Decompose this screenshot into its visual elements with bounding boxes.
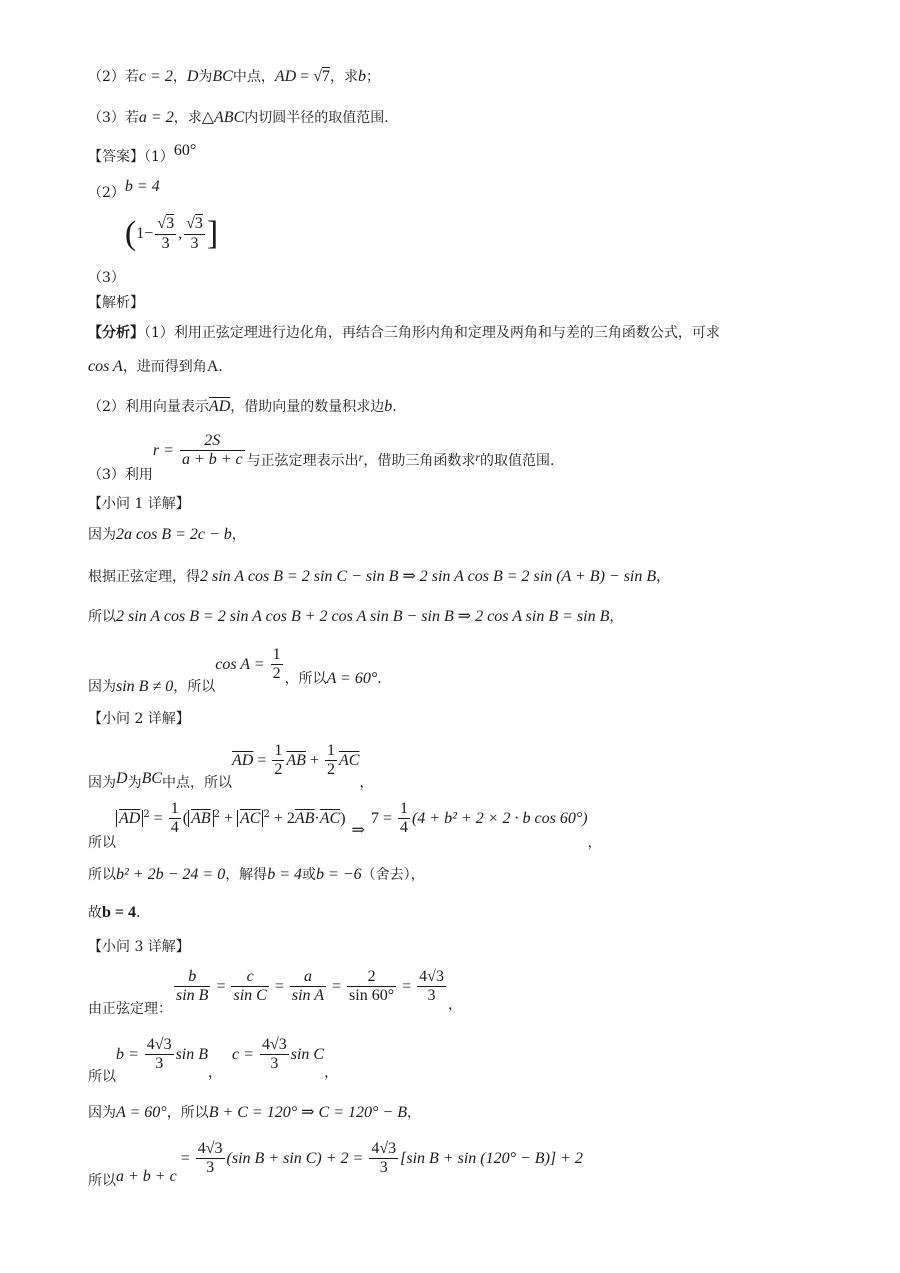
q2-sqrt7-val: 7 [321,68,330,85]
s2-abs-ab-vec: $\overline{AB}$ [191,809,211,827]
s3-l4-frac-1-num: 4√3 [197,1140,223,1157]
s1-line-2 [88,566,670,586]
q2-t1: 为 [198,69,213,85]
s2-l3-b: ，解得 [225,867,268,883]
s3-l3-a60: A = 60° [116,1104,167,1121]
s2-quarter-2-den: 4 [399,819,408,837]
s1-l4-frac [271,646,283,684]
s3-l3-end: ， [406,1105,421,1121]
s2-l1-eq: = [253,751,271,769]
s2-sq-2: 2 [213,809,220,821]
s2-l2-rparen: ) [340,809,346,827]
s3-line-1 [88,968,462,1017]
analysis-3-r: r [358,449,364,464]
s3-frac-2-num: 2 [367,968,376,985]
analysis-2-dot: . [392,399,397,415]
s2-abs-ac-vec: $\overline{AC}$ [240,809,261,827]
s2-l3-a: 所以 [88,867,116,883]
analysis-line-2 [88,396,397,416]
s2-l3-d: （舍去）， [361,867,425,883]
s1-head: 【小问 1 详解】 [88,496,190,512]
q2-label: （2）若 [88,69,139,85]
s3-eq-4: = [398,977,416,995]
q2-sqrt7 [313,67,330,85]
s1-l4-den: 2 [272,665,281,683]
s2-l2-right: 7 = [370,809,396,827]
s2-l2-eq: = [149,809,167,827]
question-3 [88,107,389,127]
s1-l4-d: ，所以 [284,670,327,687]
q2-end: ； [365,69,380,85]
s1-l2-end: ， [656,569,671,585]
s2-line-1 [88,742,374,791]
s3-frac-a-den: sin A [291,987,325,1005]
s3-eq-1: = [212,977,230,995]
s3-l2-a: 所以 [88,1068,116,1085]
analysis-line-1 [88,322,720,342]
s2-line-2 [88,800,602,851]
s3-l4-frac-1 [196,1140,225,1178]
s3-frac-k-den: 3 [417,986,446,1005]
s3-l1-end: ， [447,996,462,1013]
analysis-3-text-c: ，借助三角函数求 [363,452,476,469]
s2-l4-a: 故 [88,905,102,921]
s1-l3-a: 所以 [88,609,116,625]
q2-c-eq: c = 2 [138,68,173,85]
s1-l1-math: 2a cos B = 2c − b [116,526,232,543]
analysis-r-eq: r = [152,441,178,459]
s2-quarter-2-num: 1 [399,800,408,817]
s3-l1-a: 由正弦定理： [88,1000,172,1017]
s1-l4-end: . [377,670,382,687]
analysis-r-den: a + b + c [181,451,243,469]
s3-l4-frac-2-num: 4√3 [371,1140,397,1157]
s3-frac-a [290,968,326,1006]
s2-l4-result: b = 4 [102,904,137,921]
analysis-3-text-b: 与正弦定理表示出 [246,452,359,469]
s3-l4-frac-2 [369,1140,398,1178]
s2-half-1-den: 2 [274,761,283,779]
q2-t2: 中点， [232,69,275,85]
analysis-2-b: b [384,398,393,415]
q2-d: D [186,68,199,85]
s3-frac-c-num: c [246,968,254,985]
s3-line-4 [88,1140,583,1189]
analysis-3-text: （3）利用 [88,466,153,483]
s1-l4-a60: A = 60° [326,669,378,687]
answer-3-comma: , [178,225,183,242]
q3-triangle: △ABC [201,109,245,126]
q3-a-eq: a = 2 [138,109,174,126]
s2-l2-a: 所以 [88,834,116,851]
s2-abs-ad [116,810,143,827]
answer-2-label: （2） [88,185,125,201]
s3-l4-part-1: (sin B + sin C) + 2 = [226,1149,368,1167]
s1-l4-sinb: sin B ≠ 0 [116,677,174,695]
s3-l4-frac-2-den: 3 [369,1158,398,1177]
s2-half-1-num: 1 [274,742,283,759]
analysis-2-text-b: ，借助向量的数量积求边 [230,399,385,415]
q3-t1: ，求 [173,110,202,126]
s2-line-3 [88,864,425,884]
answer-3-right-bracket: ] [206,215,219,252]
s3-line-2 [88,1036,339,1085]
s2-sq-3: 2 [263,809,270,821]
s2-l2-mid: + 2 [269,809,295,827]
s2-half-2 [325,742,337,780]
s2-vec-ab: $\overline{AB}$ [286,751,306,769]
answer-1-value: 60° [173,142,197,159]
answer-3-left-paren: ( [124,215,137,252]
s2-l2-arrow: ⇒ [351,821,365,839]
s2-l1-d: D [116,769,128,787]
s3-eq-2: = [270,977,288,995]
q3-t2: 内切圆半径的取值范围. [244,110,389,126]
s3-frac-2 [347,968,396,1006]
s3-frac-k-num: 4√3 [419,968,444,985]
s3-l4-frac-1-den: 3 [196,1158,225,1177]
analysis-fenxi: 【分析】 [88,325,144,341]
s2-half-2-den: 2 [326,761,335,779]
s2-l1-bc: BC [141,769,163,787]
analysis-angle-a: A [206,358,219,375]
s3-frac-b-num: b [188,968,197,985]
answer-3-frac2-num [184,215,205,233]
s3-l4-eq: = [176,1149,194,1167]
s1-l4-a: 因为 [88,678,116,695]
s1-l1-end: ， [231,527,246,543]
s2-abs-ac [237,810,263,827]
answer-3-frac2-num-val: 3 [194,215,203,233]
s2-vec-ac: $\overline{AC}$ [338,751,360,769]
s3-l2-sinc: sin C [290,1045,325,1063]
answer-3-frac1-num [155,215,176,233]
analysis-r-frac [180,432,245,470]
answer-head: 【答案】（1） [88,149,174,165]
s1-l1-a: 因为 [88,527,116,543]
s3-l2-sinb: sin B [175,1045,209,1063]
s3-l2-b: b = [116,1045,143,1063]
s2-l4-end: . [136,905,141,921]
s2-quarter-2 [398,800,410,838]
answer-2 [88,178,160,202]
answer-1 [88,142,197,166]
s3-frac-2-den: sin 60° [349,987,395,1005]
s2-abs-ab [188,810,214,827]
q2-eq: = [296,68,314,85]
s3-frac-a-num: a [303,968,312,985]
s3-l2-frac-2-den: 3 [260,1054,289,1073]
s3-frac-c-den: sin C [233,987,267,1005]
s3-l3-a: 因为 [88,1105,116,1121]
s2-l2-ab: $\overline{AB}$ [294,809,315,827]
s3-l2-frac-1 [145,1036,174,1074]
question-2 [88,66,380,86]
s2-line-4 [88,902,140,922]
s2-half-1 [272,742,284,780]
s3-frac-b-den: sin B [176,987,209,1005]
q3-label: （3）若 [88,110,139,126]
s3-l4-part-2: [sin B + sin (120° − B)] + 2 [400,1149,583,1167]
q2-sep: ， [172,69,187,85]
answer-3-frac2-den: 3 [184,234,205,253]
answer-3-frac1-num-val: 3 [166,215,175,233]
s3-l2-frac-1-den: 3 [145,1054,174,1073]
analysis-2-text: （2）利用向量表示 [88,399,209,415]
q2-b: b [357,68,366,85]
s1-line-1 [88,524,246,544]
s2-l2-dot: · [314,809,320,827]
s3-l2-comma-1: ， [208,1064,223,1081]
s2-l1-end: ， [359,774,374,791]
analysis-cosa: cos A [88,358,123,375]
s3-l2-c: c = [232,1045,258,1063]
s2-l2-end: ， [587,834,602,851]
s3-l3-math: B + C = 120° ⇒ C = 120° − B [208,1104,407,1121]
s1-line-3 [88,606,623,626]
s2-sq-1: 2 [143,809,150,821]
s3-line-3 [88,1102,421,1122]
s3-eq-3: = [328,977,346,995]
s3-l4-sum: a + b + c [116,1167,177,1185]
q2-ad: AD [274,68,297,85]
answer-3-label: （3） [88,270,125,286]
s1-l3-end: ， [609,609,624,625]
answer-3-one: 1− [136,225,154,242]
answer-3-frac1-den: 3 [155,234,176,253]
s2-quarter-1-den: 4 [170,819,179,837]
analysis-head: 【解析】 [88,295,144,311]
analysis-3-r2: r [475,449,480,464]
s2-l3-c: 或 [301,867,316,883]
s2-l2-lparen: ( [182,809,189,827]
s3-frac-b [174,968,210,1006]
s2-l3-eq: b² + 2b − 24 = 0 [116,866,226,883]
analysis-vec-ad: $\overline{AD}$ [208,398,231,415]
answer-2-value: b = 4 [124,178,160,195]
s2-l1-plus: + [305,751,323,769]
s1-line-4 [88,646,382,695]
s3-l3-b: ，所以 [166,1105,209,1121]
q2-t3: ，求 [329,69,358,85]
s1-l3-math: 2 sin A cos B = 2 sin A cos B + 2 cos A sin B − sin B ⇒ 2 cos A sin B = sin B [116,608,610,625]
s1-l2-math: 2 sin A cos B = 2 sin C − sin B ⇒ 2 sin A cos B = 2 sin (A + B) − sin B [200,568,657,585]
s3-l2-frac-2-num: 4√3 [261,1036,287,1053]
s1-l4-num: 1 [272,646,281,663]
s2-l1-b: 为 [127,774,142,791]
s2-l2-plus: + [219,809,238,827]
analysis-1-text: （1）利用正弦定理进行边化角，再结合三角形内角和定理及两角和与差的三角函数公式，可求 [144,325,720,341]
s3-l2-comma-2: ， [324,1064,339,1081]
s2-vec-ad: $\overline{AD}$ [232,751,254,769]
answer-3-frac1 [155,215,176,253]
s1-l4-cosa: cos A = [215,655,269,673]
analysis-1b-text: ，进而得到角 [122,359,207,375]
answer-3 [88,215,219,286]
s3-frac-k [417,968,446,1006]
s3-frac-c [231,968,268,1006]
s3-head: 【小问 3 详解】 [88,939,190,955]
s1-l4-b: ，所以 [173,678,216,695]
s1-l2-a: 根据正弦定理，得 [88,569,200,585]
s2-l1-c: 中点，所以 [162,774,233,791]
analysis-line-3 [88,432,555,483]
s2-quarter-1 [169,800,181,838]
s2-l2-tail: (4 + b² + 2 × 2 · b cos 60°) [411,809,588,827]
s3-l2-frac-1-num: 4√3 [146,1036,172,1053]
s2-l3-bneg6: b = −6 [315,866,362,883]
answer-3-frac2 [184,215,205,253]
analysis-r-num: 2S [204,432,221,449]
s2-half-2-num: 1 [326,742,335,759]
s2-l2-ac: $\overline{AC}$ [319,809,341,827]
s2-l3-b4: b = 4 [267,866,302,883]
s2-abs-ad-vec: $\overline{AD}$ [119,809,141,827]
analysis-3-text-d: 的取值范围. [480,452,555,469]
s3-l2-frac-2 [260,1036,289,1074]
analysis-line-1b [88,356,223,376]
s2-l1-a: 因为 [88,774,116,791]
analysis-1b-dot: . [218,359,223,375]
s3-l4-a: 所以 [88,1172,116,1189]
q2-bc: BC [212,68,233,85]
s2-head: 【小问 2 详解】 [88,711,190,727]
s2-quarter-1-num: 1 [170,800,179,817]
